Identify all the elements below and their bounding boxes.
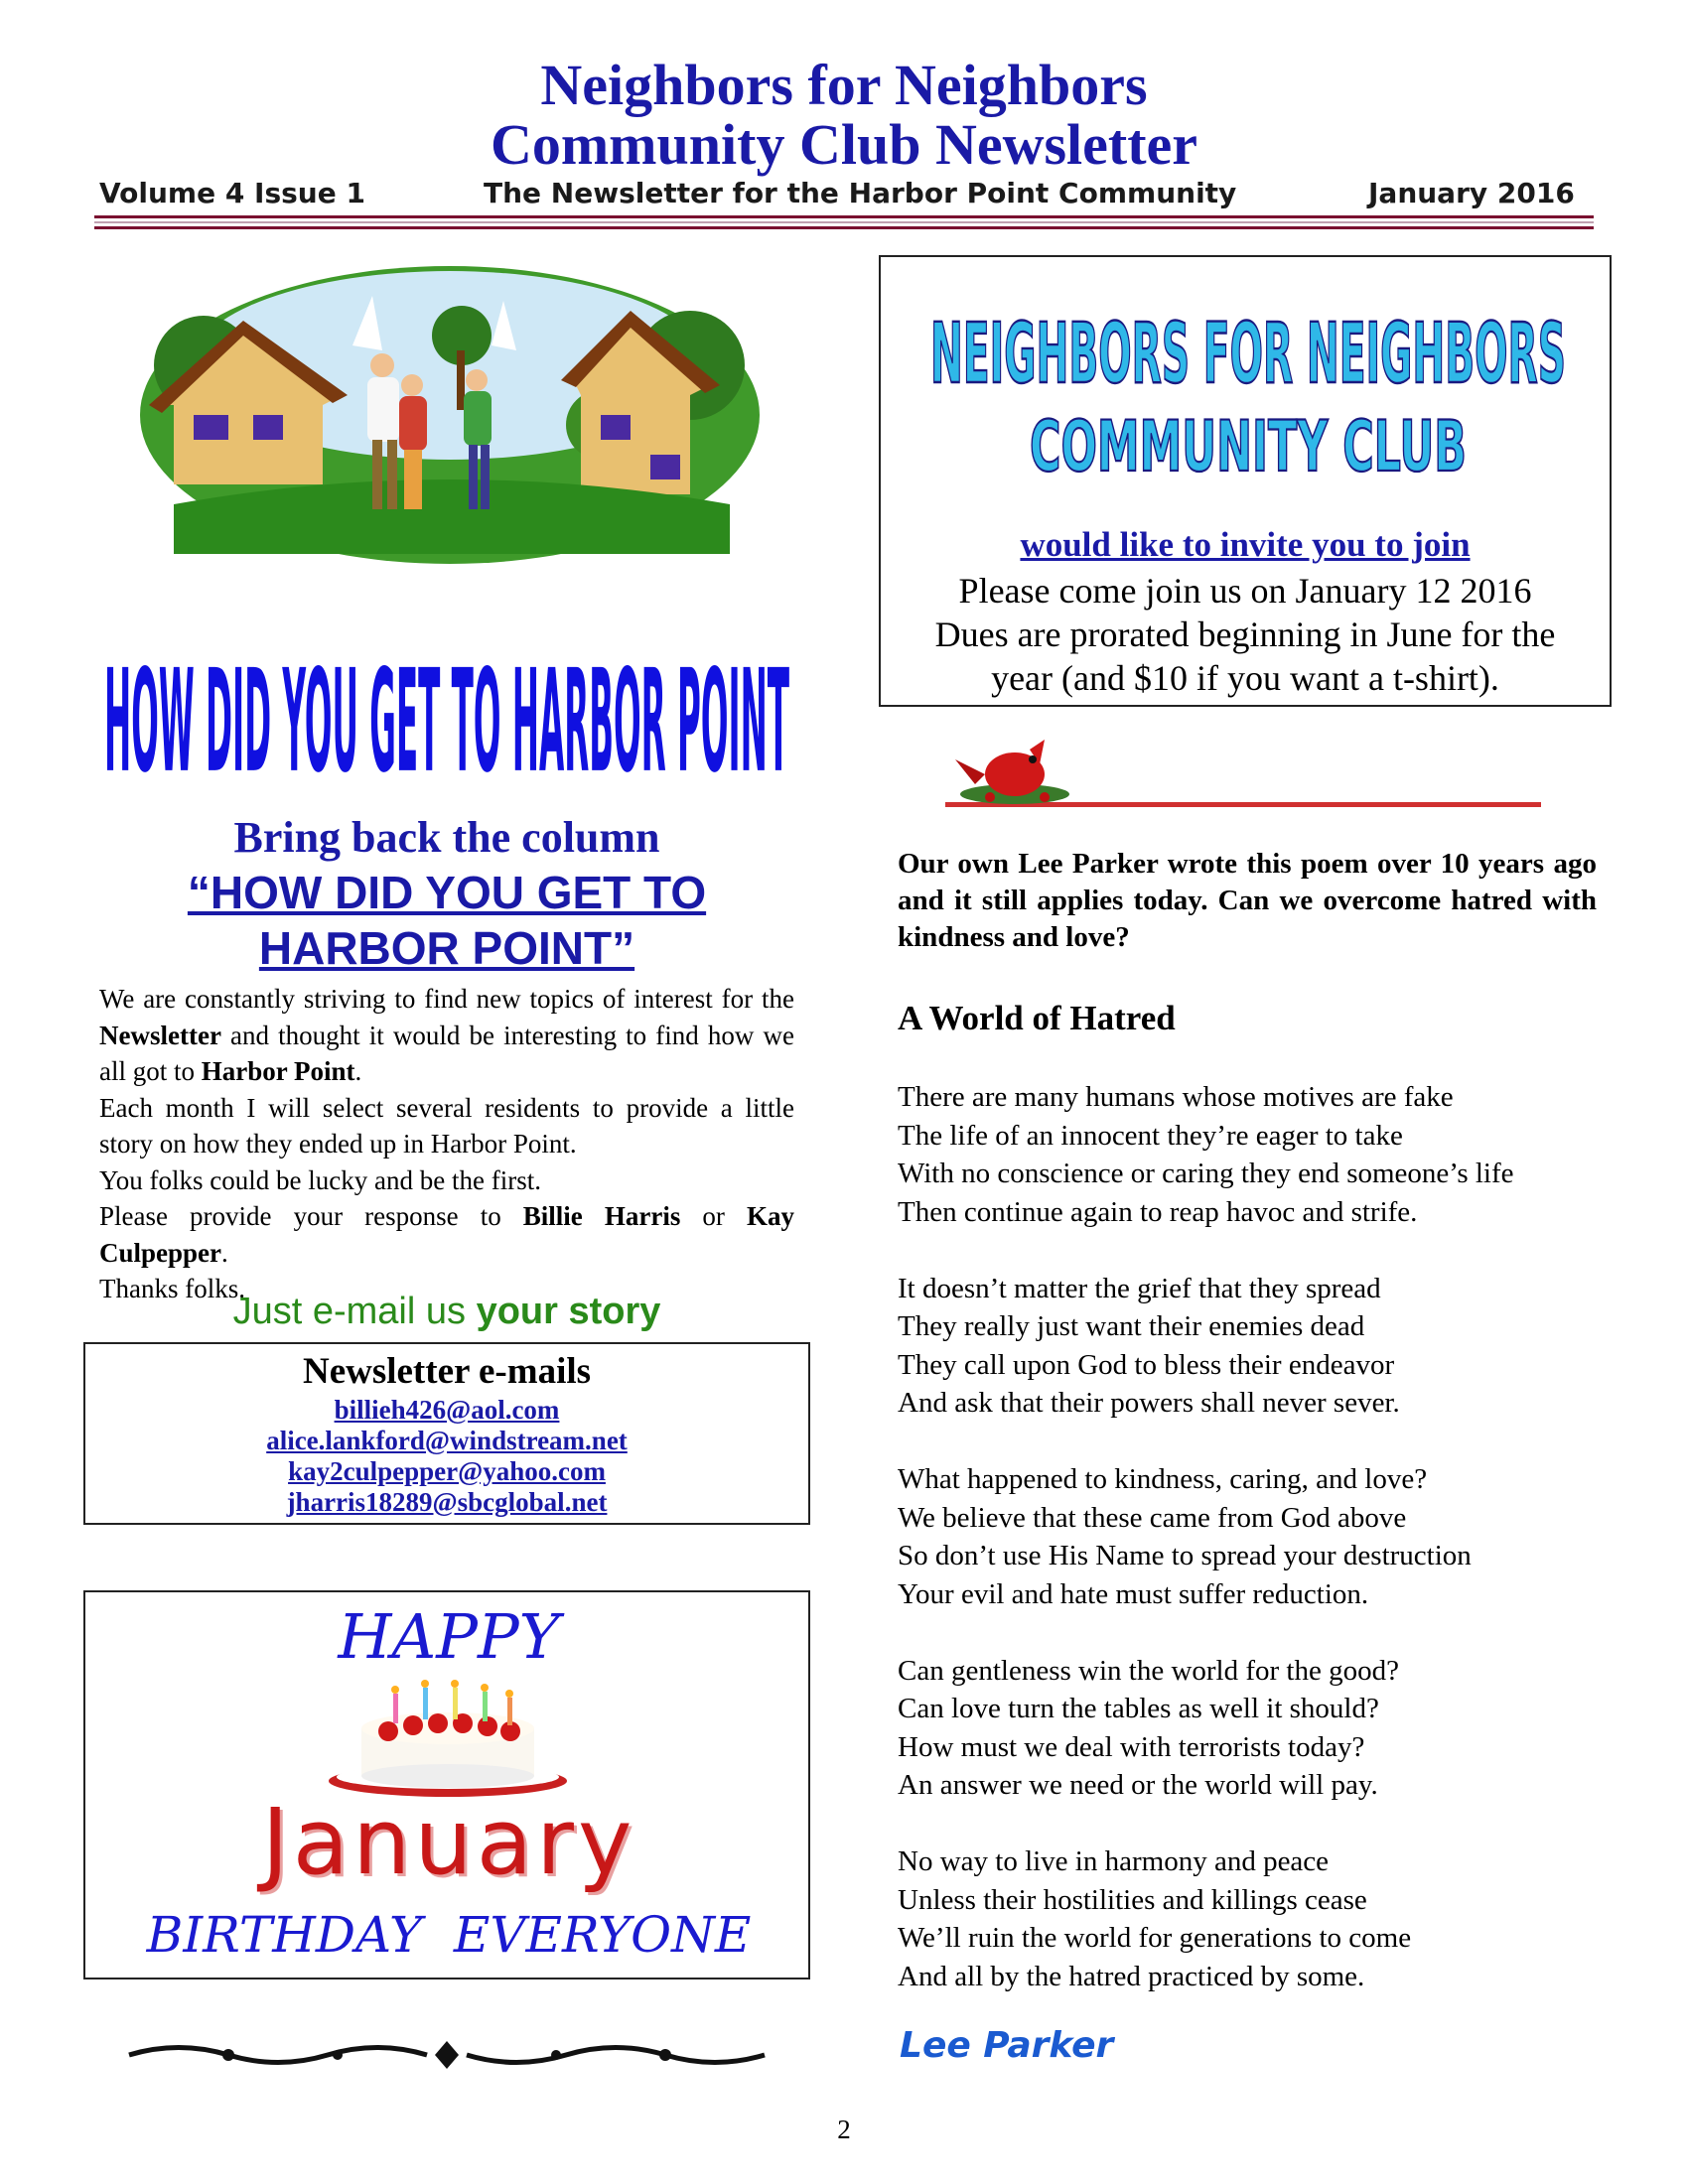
bring-back-heading: Bring back the column bbox=[233, 813, 660, 862]
header-rule-top bbox=[94, 215, 1594, 218]
club-wordart bbox=[901, 263, 1596, 501]
volume-issue: Volume 4 Issue 1 bbox=[99, 177, 365, 209]
invite-heading: would like to invite you to join bbox=[1020, 525, 1471, 564]
poem bbox=[898, 1078, 1613, 1995]
poem-line: And ask that their powers shall never sever. bbox=[898, 1387, 1400, 1419]
wordart-heading bbox=[99, 606, 794, 804]
newsletter-title-line1: Neighbors for Neighbors bbox=[540, 53, 1148, 117]
poem-line: With no conscience or caring they end someone’s life bbox=[898, 1158, 1514, 1189]
header-rule-bottom bbox=[94, 226, 1594, 229]
birthday-month: January bbox=[261, 1789, 636, 1895]
birthday-everyone: BIRTHDAY EVERYONE bbox=[146, 1906, 752, 1964]
page-number: 2 bbox=[837, 2115, 851, 2144]
poem-intro: Our own Lee Parker wrote this poem over 10 years ago and it still applies today. Can we overcome hatred with kindness and love? bbox=[898, 848, 1597, 953]
poem-stanza-4 bbox=[898, 1652, 1613, 1805]
poem-line: So don’t use His Name to spread your destruction bbox=[898, 1540, 1472, 1571]
poem-line: No way to live in harmony and peace bbox=[898, 1845, 1330, 1877]
emails-box bbox=[83, 1342, 810, 1525]
header-rule-mid bbox=[94, 221, 1594, 223]
paragraph-5: Thanks folks. bbox=[99, 1274, 245, 1303]
paragraph-2: Each month I will select several residents to provide a little story on how they ended up in Harbor Point. bbox=[99, 1092, 794, 1159]
emails-title: Newsletter e-mails bbox=[302, 1351, 592, 1392]
birthday-box bbox=[83, 1590, 810, 1979]
poem-line: The life of an innocent they’re eager to take bbox=[898, 1119, 1403, 1152]
poem-line: They really just want their enemies dead bbox=[898, 1310, 1365, 1342]
email-link-2[interactable]: alice.lankford@windstream.net bbox=[266, 1426, 628, 1455]
poem-line: And all by the hatred practiced by some. bbox=[898, 1960, 1365, 1992]
birthday-cake-icon bbox=[324, 1674, 572, 1798]
poem-line: What happened to kindness, caring, and love? bbox=[898, 1463, 1428, 1495]
poem-stanza-5 bbox=[898, 1843, 1613, 1995]
club-invite-box bbox=[879, 255, 1612, 707]
poem-line: An answer we need or the world will pay. bbox=[898, 1769, 1378, 1801]
paragraph-4: Please provide your response to Billie Harris or Kay Culpepper. bbox=[99, 1201, 794, 1268]
email-link-3[interactable]: kay2culpepper@yahoo.com bbox=[288, 1456, 606, 1486]
newsletter-title-line2: Community Club Newsletter bbox=[490, 112, 1198, 177]
tagline: The Newsletter for the Harbor Point Community bbox=[484, 177, 1237, 209]
invite-details bbox=[901, 569, 1590, 700]
email-prompt: Just e-mail us your story bbox=[232, 1291, 661, 1332]
poem-line: We’ll ruin the world for generations to come bbox=[898, 1922, 1412, 1954]
poem-stanza-2 bbox=[898, 1270, 1613, 1423]
poem-stanza-1 bbox=[898, 1078, 1613, 1231]
invite-date: Please come join us on January 12 2016 bbox=[958, 571, 1532, 611]
poem-line: Your evil and hate must suffer reduction. bbox=[898, 1577, 1369, 1610]
poem-line: Can love turn the tables as well it should? bbox=[898, 1693, 1379, 1724]
poem-title: A World of Hatred bbox=[898, 999, 1176, 1037]
scroll-ornament-divider bbox=[119, 2035, 774, 2075]
email-list bbox=[85, 1395, 808, 1518]
club-wordart-line1: NEIGHBORS FOR NEIGHBORS bbox=[930, 305, 1566, 403]
club-wordart-line2: COMMUNITY CLUB bbox=[1030, 406, 1467, 487]
poem-line: Unless their hostilities and killings cease bbox=[898, 1883, 1367, 1916]
poem-line: There are many humans whose motives are fake bbox=[898, 1081, 1454, 1113]
column-title-line2: HARBOR POINT” bbox=[258, 922, 635, 974]
email-link-4[interactable]: jharris18289@sbcglobal.net bbox=[286, 1487, 608, 1517]
poem-line: We believe that these came from God above bbox=[898, 1501, 1407, 1534]
poem-line: They call upon God to bless their endeavor bbox=[898, 1348, 1395, 1381]
email-link-1[interactable]: billieh426@aol.com bbox=[334, 1395, 560, 1425]
poem-line: Then continue again to reap havoc and strife. bbox=[898, 1195, 1418, 1228]
poem-line: Can gentleness win the world for the good? bbox=[898, 1654, 1399, 1687]
village-clipart bbox=[134, 256, 765, 564]
birthday-happy: HAPPY bbox=[338, 1600, 560, 1673]
poem-line: How must we deal with terrorists today? bbox=[898, 1730, 1365, 1763]
column-body bbox=[99, 981, 794, 1307]
poem-line: It doesn’t matter the grief that they spread bbox=[898, 1272, 1381, 1304]
paragraph-1: We are constantly striving to find new topics of interest for the Newsletter and thought it would be interesting to find how we all got to Harbor Point. bbox=[99, 984, 794, 1086]
cardinal-divider-icon bbox=[945, 730, 1561, 819]
issue-date: January 2016 bbox=[1368, 177, 1575, 209]
paragraph-3: You folks could be lucky and be the first. bbox=[99, 1164, 541, 1195]
invite-dues: Dues are prorated beginning in June for the year (and $10 if you want a t-shirt). bbox=[934, 614, 1556, 698]
poem-signature: Lee Parker bbox=[900, 2025, 1114, 2066]
column-title-line1: “HOW DID YOU GET TO bbox=[187, 867, 707, 918]
poem-stanza-3 bbox=[898, 1460, 1613, 1613]
wordart-heading-text: HOW DID YOU GET TO HARBOR POINT bbox=[104, 640, 790, 805]
